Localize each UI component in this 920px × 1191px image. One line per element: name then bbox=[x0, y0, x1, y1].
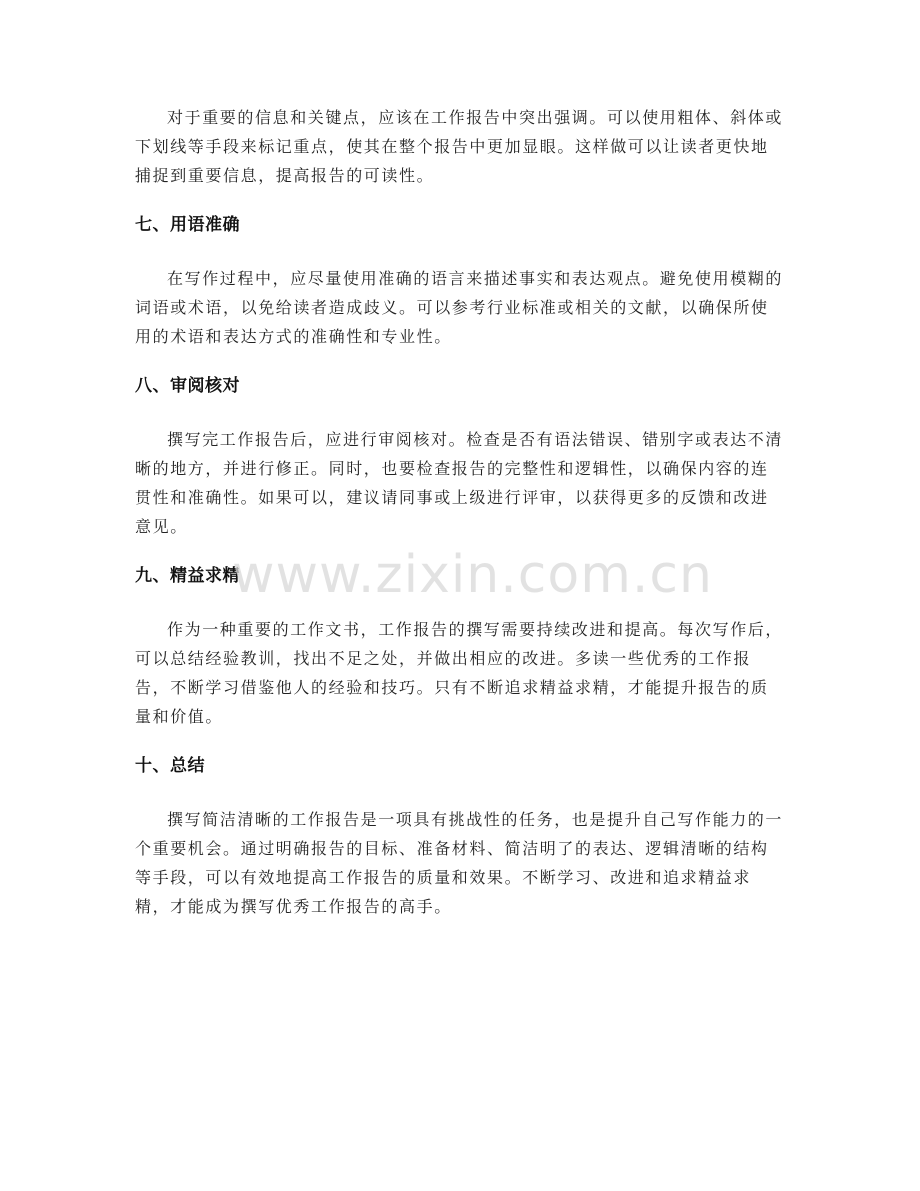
paragraph-section-7: 在写作过程中，应尽量使用准确的语言来描述事实和表达观点。避免使用模糊的词语或术语，以免给读者造成歧义。可以参考行业标准或相关的文献，以确保所使用的术语和表达方式的准确性和专业性。 bbox=[135, 269, 784, 346]
watermark: www.zixin.com.cn bbox=[232, 545, 713, 605]
paragraph-section-9: 作为一种重要的工作文书，工作报告的撰写需要持续改进和提高。每次写作后，可以总结经验教训，找出不足之处，并做出相应的改进。多读一些优秀的工作报告，不断学习借鉴他人的经验和技巧。只有不断追求精益求精，才能提升报告的质量和价值。 bbox=[135, 620, 784, 726]
paragraph-section-10: 撰写简洁清晰的工作报告是一项具有挑战性的任务，也是提升自己写作能力的一个重要机会。通过明确报告的目标、准备材料、简洁明了的表达、逻辑清晰的结构等手段，可以有效地提高工作报告的质量和效果。不断学习、改进和追求精益求精，才能成为撰写优秀工作报告的高手。 bbox=[135, 810, 784, 916]
paragraph-section-8: 撰写完工作报告后，应进行审阅核对。检查是否有语法错误、错别字或表达不清晰的地方，并进行修正。同时，也要检查报告的完整性和逻辑性，以确保内容的连贯性和准确性。如果可以，建议请同事或上级进行评审，以获得更多的反馈和改进意见。 bbox=[135, 430, 784, 536]
section-heading-9: 九、精益求精 bbox=[135, 566, 240, 586]
section-heading-8: 八、审阅核对 bbox=[135, 376, 240, 396]
section-heading-10: 十、总结 bbox=[135, 756, 205, 776]
section-heading-7: 七、用语准确 bbox=[135, 215, 240, 235]
document-body bbox=[135, 103, 785, 921]
paragraph-emphasis: 对于重要的信息和关键点，应该在工作报告中突出强调。可以使用粗体、斜体或下划线等手段来标记重点，使其在整个报告中更加显眼。这样做可以让读者更快地捕捉到重要信息，提高报告的可读性。 bbox=[135, 108, 784, 185]
